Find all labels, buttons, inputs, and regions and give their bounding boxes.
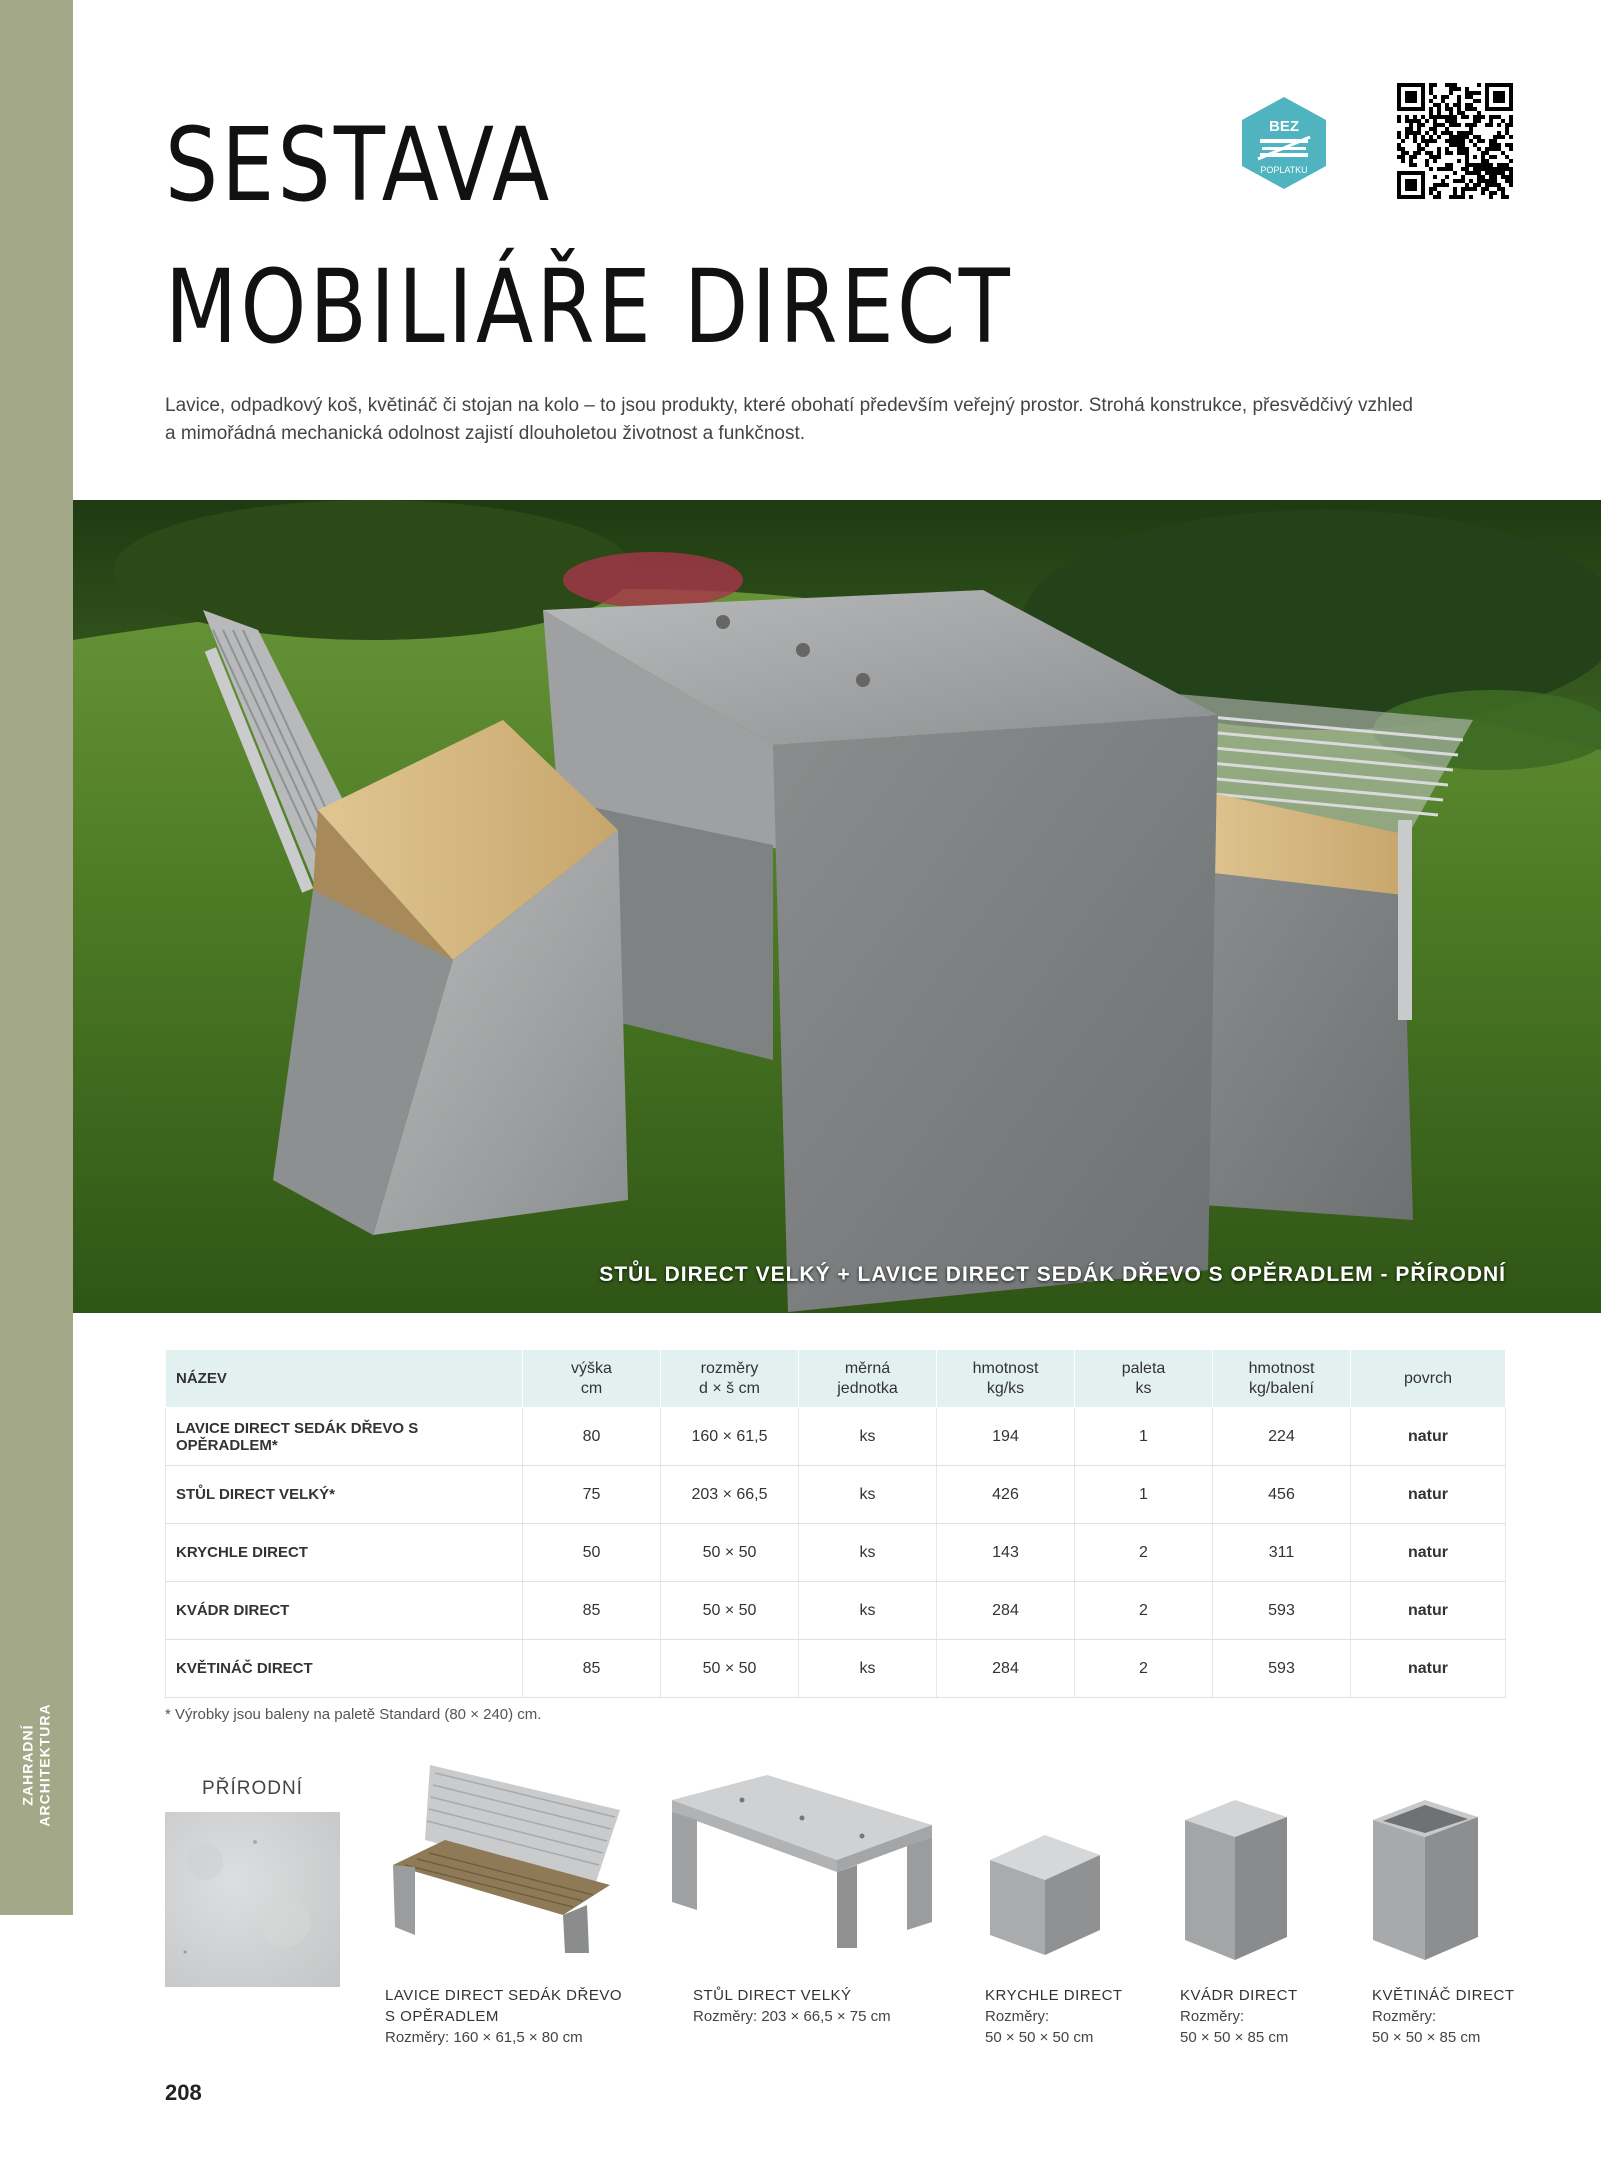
cell-unit: ks [799, 1524, 937, 1582]
cell-name: KRYCHLE DIRECT [166, 1524, 523, 1582]
table-header-row [166, 1350, 1506, 1408]
cell-pallet: 2 [1075, 1640, 1213, 1698]
cell-package-weight: 593 [1213, 1640, 1351, 1698]
planter-product-image [1368, 1795, 1483, 1965]
cell-dimensions: 50 × 50 [661, 1524, 799, 1582]
cell-pallet: 2 [1075, 1582, 1213, 1640]
col-header-height: výška cm [523, 1350, 661, 1408]
table-row [166, 1408, 1506, 1466]
intro-line2: a mimořádná mechanická odolnost zajistí dlouholetou životnost a funkčnost. [165, 423, 806, 444]
cell-name: STŮL DIRECT VELKÝ* [166, 1466, 523, 1524]
qr-code[interactable] [1397, 83, 1513, 199]
product-caption-bench: LAVICE DIRECT SEDÁK DŘEVO S OPĚRADLEM Rozměry: 160 × 61,5 × 80 cm [385, 1987, 623, 2046]
cell-height: 85 [523, 1640, 661, 1698]
cell-unit: ks [799, 1640, 937, 1698]
hero-caption: STŮL DIRECT VELKÝ + LAVICE DIRECT SEDÁK DŘEVO S OPĚRADLEM - PŘÍRODNÍ [599, 1263, 1506, 1286]
table-row [166, 1582, 1506, 1640]
cell-unit: ks [799, 1466, 937, 1524]
section-sidebar [0, 0, 73, 1915]
cell-unit: ks [799, 1408, 937, 1466]
cell-surface: natur [1351, 1466, 1506, 1524]
cell-dimensions: 160 × 61,5 [661, 1408, 799, 1466]
section-label-line2: ARCHITEKTURA [36, 1703, 53, 1827]
badge-text-line2: POPLATKU [1260, 165, 1308, 175]
page-title-line1: SESTAVA [165, 106, 553, 225]
cell-surface: natur [1351, 1640, 1506, 1698]
cell-weight: 426 [937, 1466, 1075, 1524]
col-header-unit: měrná jednotka [799, 1350, 937, 1408]
cell-name: KVĚTINÁČ DIRECT [166, 1640, 523, 1698]
col-header-name: NÁZEV [166, 1350, 523, 1408]
cell-dimensions: 50 × 50 [661, 1582, 799, 1640]
intro-line1: Lavice, odpadkový koš, květináč či stojan na kolo – to jsou produkty, které obohatí především veřejný prostor. Strohá konstrukce, přesvědčivý vzhled [165, 395, 1413, 416]
product-caption-table: STŮL DIRECT VELKÝ Rozměry: 203 × 66,5 × 75 cm [693, 1987, 891, 2025]
cell-pallet: 2 [1075, 1524, 1213, 1582]
cell-name: KVÁDR DIRECT [166, 1582, 523, 1640]
cell-height: 75 [523, 1466, 661, 1524]
cell-pallet: 1 [1075, 1408, 1213, 1466]
page-number: 208 [165, 2080, 202, 2105]
intro-text [165, 392, 1495, 448]
product-caption-block: KVÁDR DIRECT Rozměry: 50 × 50 × 85 cm [1180, 1987, 1298, 2046]
cell-height: 80 [523, 1408, 661, 1466]
hero-photo [73, 500, 1601, 1313]
table-row [166, 1640, 1506, 1698]
swatch-label: PŘÍRODNÍ [202, 1778, 303, 1799]
free-pallet-badge-icon [1238, 95, 1330, 191]
cell-package-weight: 311 [1213, 1524, 1351, 1582]
cell-unit: ks [799, 1582, 937, 1640]
cell-weight: 284 [937, 1582, 1075, 1640]
table-product-image [672, 1770, 932, 1950]
cell-dimensions: 50 × 50 [661, 1640, 799, 1698]
cube-product-image [985, 1830, 1105, 1960]
cell-weight: 143 [937, 1524, 1075, 1582]
badge-text-line1: BEZ [1269, 118, 1299, 135]
section-label-line1: ZAHRADNÍ [19, 1724, 36, 1806]
garden-furniture-illustration [73, 500, 1601, 1313]
product-caption-cube: KRYCHLE DIRECT Rozměry: 50 × 50 × 50 cm [985, 1987, 1123, 2046]
cell-package-weight: 593 [1213, 1582, 1351, 1640]
cell-weight: 194 [937, 1408, 1075, 1466]
cell-package-weight: 456 [1213, 1466, 1351, 1524]
cell-weight: 284 [937, 1640, 1075, 1698]
cell-surface: natur [1351, 1408, 1506, 1466]
product-spec-table [165, 1349, 1506, 1698]
cell-height: 85 [523, 1582, 661, 1640]
cell-pallet: 1 [1075, 1466, 1213, 1524]
product-caption-planter: KVĚTINÁČ DIRECT Rozměry: 50 × 50 × 85 cm [1372, 1987, 1515, 2046]
table-row [166, 1524, 1506, 1582]
block-product-image [1180, 1795, 1292, 1965]
page-title-line2: MOBILIÁŘE DIRECT [165, 248, 1014, 367]
col-header-pallet: paleta ks [1075, 1350, 1213, 1408]
table-row [166, 1466, 1506, 1524]
bench-product-image [385, 1755, 625, 1955]
section-label [0, 1690, 73, 1840]
cell-height: 50 [523, 1524, 661, 1582]
cell-dimensions: 203 × 66,5 [661, 1466, 799, 1524]
page-title [165, 95, 1013, 379]
natural-surface-swatch [165, 1812, 340, 1987]
col-header-dimensions: rozměry d × š cm [661, 1350, 799, 1408]
cell-surface: natur [1351, 1582, 1506, 1640]
cell-package-weight: 224 [1213, 1408, 1351, 1466]
table-footnote: * Výrobky jsou baleny na paletě Standard (80 × 240) cm. [165, 1706, 542, 1723]
col-header-surface: povrch [1351, 1350, 1506, 1408]
col-header-package-weight: hmotnost kg/balení [1213, 1350, 1351, 1408]
col-header-weight: hmotnost kg/ks [937, 1350, 1075, 1408]
cell-name: LAVICE DIRECT SEDÁK DŘEVO S OPĚRADLEM* [166, 1408, 523, 1466]
cell-surface: natur [1351, 1524, 1506, 1582]
